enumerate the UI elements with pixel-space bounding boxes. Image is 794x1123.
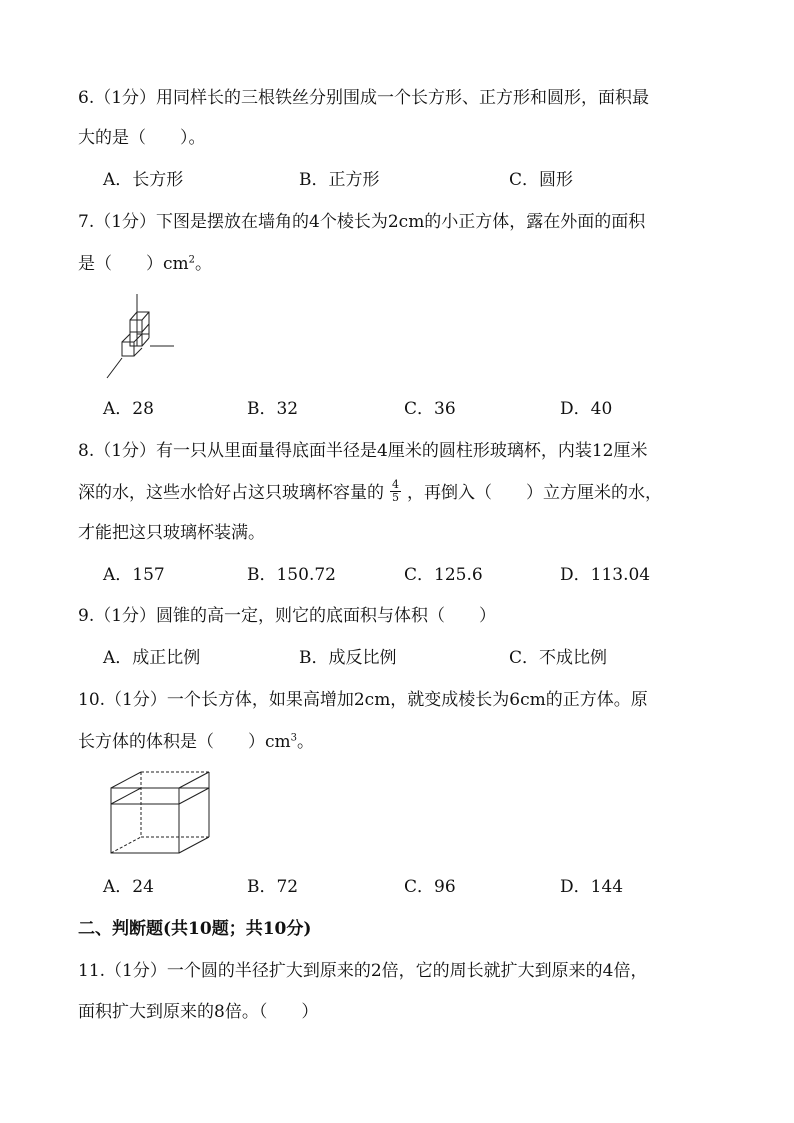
q7-option-a[interactable]: A．28 <box>103 399 154 419</box>
q9-option-b[interactable]: B．成反比例 <box>299 648 397 668</box>
cubes-in-corner-figure <box>104 292 179 384</box>
q10-option-a[interactable]: A．24 <box>103 877 154 897</box>
q8-stem-line3: 才能把这只玻璃杯装满。 <box>78 523 265 543</box>
q10-option-d[interactable]: D．144 <box>560 877 624 897</box>
q9-option-a[interactable]: A．成正比例 <box>103 648 201 668</box>
q6-option-a[interactable]: A．长方形 <box>103 170 184 190</box>
q8-stem-line2 <box>78 478 662 506</box>
q10-unit-exponent: 3 <box>290 732 298 744</box>
section-heading-true-false: 二、判断题(共10题；共10分) <box>78 919 312 939</box>
cuboid-figure <box>108 770 212 856</box>
q10-stem-line2-text: 长方体的体积是（ ）cm <box>78 732 291 752</box>
q7-option-c[interactable]: C．36 <box>404 399 456 419</box>
q8-fraction-numerator: 4 <box>392 478 399 491</box>
q10-stem-line2-end: 。 <box>297 732 315 752</box>
q7-option-b[interactable]: B．32 <box>247 399 299 419</box>
q11-stem-line2: 面积扩大到原来的8倍。（ ） <box>78 1002 319 1022</box>
q8-option-c[interactable]: C．125.6 <box>404 565 483 585</box>
q6-stem-line1: 6.（1分）用同样长的三根铁丝分别围成一个长方形、正方形和圆形，面积最 <box>78 88 650 108</box>
q7-stem-line2 <box>78 253 212 275</box>
q8-stem-line2-end: ，再倒入（ ）立方厘米的水， <box>407 483 662 503</box>
q8-stem-line1: 8.（1分）有一只从里面量得底面半径是4厘米的圆柱形玻璃杯，内装12厘米 <box>78 441 648 461</box>
q8-fraction-denominator: 5 <box>392 491 399 504</box>
q10-stem-line2 <box>78 731 314 753</box>
q11-stem-line1: 11.（1分）一个圆的半径扩大到原来的2倍，它的周长就扩大到原来的4倍， <box>78 961 648 981</box>
q8-option-a[interactable]: A．157 <box>103 565 165 585</box>
q8-option-b[interactable]: B．150.72 <box>247 565 336 585</box>
q9-option-c[interactable]: C．不成比例 <box>509 648 608 668</box>
q10-stem-line1: 10.（1分）一个长方体，如果高增加2cm，就变成棱长为6cm的正方体。原 <box>78 690 648 710</box>
q8-fraction <box>390 479 401 504</box>
q10-option-b[interactable]: B．72 <box>247 877 299 897</box>
q7-stem-line1: 7.（1分）下图是摆放在墙角的4个棱长为2cm的小正方体，露在外面的面积 <box>78 212 646 232</box>
q7-stem-line2-text: 是（ ）cm <box>78 254 189 274</box>
q10-option-c[interactable]: C．96 <box>404 877 456 897</box>
q8-stem-line2-text: 深的水，这些水恰好占这只玻璃杯容量的 <box>78 483 384 503</box>
q7-unit-exponent: 2 <box>188 254 196 266</box>
q7-option-d[interactable]: D．40 <box>560 399 613 419</box>
q6-option-c[interactable]: C．圆形 <box>509 170 574 190</box>
q8-option-d[interactable]: D．113.04 <box>560 565 651 585</box>
q6-option-b[interactable]: B．正方形 <box>299 170 380 190</box>
q7-stem-line2-end: 。 <box>195 254 213 274</box>
q6-stem-line2: 大的是（ ）。 <box>78 128 206 148</box>
q9-stem-line1: 9.（1分）圆锥的高一定，则它的底面积与体积（ ） <box>78 606 497 626</box>
